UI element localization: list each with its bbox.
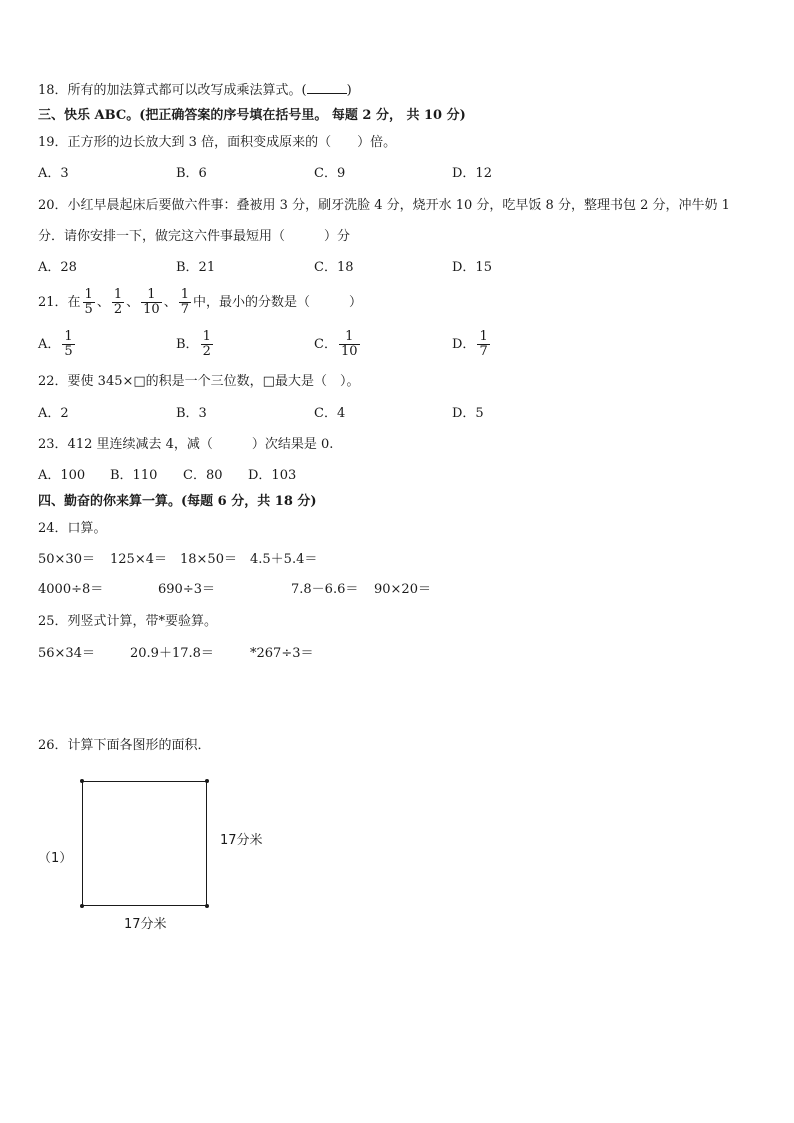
question-23-text: 23．412 里连续减去 4，减（ ）次结果是 0. xyxy=(38,437,334,452)
q19-option-a[interactable]: A．3 xyxy=(38,166,69,181)
side-label-bottom: 17分米 xyxy=(124,917,167,932)
separator: 、 xyxy=(163,295,177,310)
question-21 xyxy=(38,286,362,320)
calc-item: 20.9＋17.8＝ xyxy=(130,646,214,661)
fraction: $\frac{1}{5}$ xyxy=(84,287,93,317)
corner-dot xyxy=(205,779,209,783)
corner-dot xyxy=(80,904,84,908)
question-18 xyxy=(38,80,352,100)
q20-option-d[interactable]: D．15 xyxy=(452,260,492,275)
fraction: $\frac{1}{2}$ xyxy=(113,287,123,317)
section-3-title: 三、快乐 ABC。(把正确答案的序号填在括号里。 每题 2 分， 共 10 分) xyxy=(38,108,466,123)
q21-option-a[interactable]: A． $\frac{1}{5}$ xyxy=(38,329,73,359)
calc-item: 7.8－6.6＝ xyxy=(291,582,359,597)
fraction: $\frac{1}{7}$ xyxy=(180,287,189,317)
question-25-text: 25．列竖式计算，带*要验算。 xyxy=(38,614,218,629)
square-figure xyxy=(82,781,207,906)
question-20-line1: 20．小红早晨起床后要做六件事：叠被用 3 分，刷牙洗脸 4 分，烧开水 10 分，吃早饭 8 分，整理书包 2 分，冲牛奶 1 xyxy=(38,198,730,213)
q19-option-b[interactable]: B．6 xyxy=(176,166,207,181)
q23-option-a[interactable]: A．100 xyxy=(38,468,86,483)
calc-item: *267÷3＝ xyxy=(250,646,314,661)
separator: 、 xyxy=(126,295,140,310)
calc-item: 56×34＝ xyxy=(38,646,95,661)
q22-option-c[interactable]: C．4 xyxy=(314,406,346,421)
side-label-right: 17分米 xyxy=(220,833,263,848)
question-18-close: ) xyxy=(346,83,352,98)
q20-option-a[interactable]: A．28 xyxy=(38,260,77,275)
question-22-text: 22．要使 345×□的积是一个三位数，□最大是（ ）。 xyxy=(38,374,360,389)
question-18-text: 18．所有的加法算式都可以改写成乘法算式。( xyxy=(38,83,307,98)
q23-option-d[interactable]: D．103 xyxy=(248,468,297,483)
calc-item: 125×4＝ xyxy=(110,552,167,567)
q21-option-c[interactable]: C． $\frac{1}{10}$ xyxy=(314,329,358,359)
q19-option-c[interactable]: C．9 xyxy=(314,166,346,181)
q21-option-d[interactable]: D． $\frac{1}{7}$ xyxy=(452,329,488,359)
q22-option-b[interactable]: B．3 xyxy=(176,406,207,421)
calc-item: 690÷3＝ xyxy=(158,582,215,597)
question-26-text: 26．计算下面各图形的面积． xyxy=(38,738,211,753)
figure-label: （1） xyxy=(38,851,73,866)
question-24-text: 24．口算。 xyxy=(38,521,107,536)
q20-option-c[interactable]: C．18 xyxy=(314,260,354,275)
answer-blank[interactable] xyxy=(307,80,347,94)
calc-item: 4000÷8＝ xyxy=(38,582,104,597)
corner-dot xyxy=(80,779,84,783)
q21-option-b[interactable]: B． $\frac{1}{2}$ xyxy=(176,329,211,359)
calc-item: 90×20＝ xyxy=(374,582,431,597)
q19-option-d[interactable]: D．12 xyxy=(452,166,492,181)
separator: 、 xyxy=(96,295,110,310)
fraction: $\frac{1}{10}$ xyxy=(143,287,160,317)
q20-option-b[interactable]: B．21 xyxy=(176,260,216,275)
q22-option-a[interactable]: A．2 xyxy=(38,406,69,421)
q23-option-c[interactable]: C．80 xyxy=(183,468,223,483)
calc-item: 4.5＋5.4＝ xyxy=(250,552,318,567)
q22-option-d[interactable]: D．5 xyxy=(452,406,484,421)
question-21-suffix: 中，最小的分数是（ ） xyxy=(192,295,362,310)
question-19-text: 19．正方形的边长放大到 3 倍，面积变成原来的（ ）倍。 xyxy=(38,135,397,150)
question-20-line2: 分．请你安排一下，做完这六件事最短用（ ）分 xyxy=(38,229,351,244)
q23-option-b[interactable]: B．110 xyxy=(110,468,158,483)
calc-item: 18×50＝ xyxy=(180,552,237,567)
section-4-title: 四、勤奋的你来算一算。(每题 6 分，共 18 分) xyxy=(38,494,317,509)
question-21-prefix: 21．在 xyxy=(38,295,81,310)
calc-item: 50×30＝ xyxy=(38,552,95,567)
corner-dot xyxy=(205,904,209,908)
